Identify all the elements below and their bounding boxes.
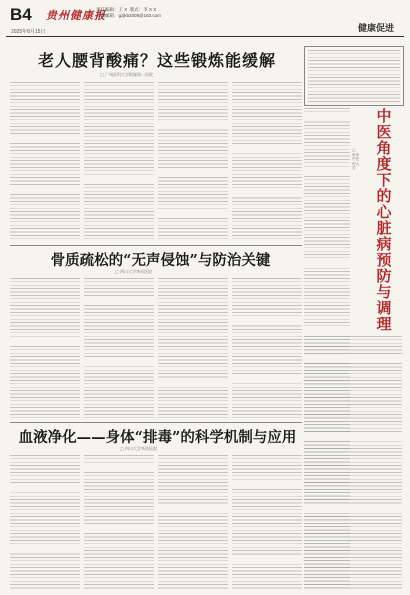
- divider: [10, 245, 302, 246]
- article-3-headline: 血液净化——身体“排毒”的科学机制与应用: [18, 429, 297, 446]
- article-3-column-3: [158, 455, 228, 590]
- article-1-column-1: [10, 82, 80, 242]
- article-1-headline: 老人腰背酸痛？这些锻炼能缓解: [37, 51, 276, 70]
- sidebar-byline: □ 贵州中医药大学: [352, 148, 360, 170]
- sidebar-intro-box: [304, 46, 404, 106]
- article-3-column-4: [232, 455, 302, 590]
- article-2-column-2: [84, 278, 154, 420]
- page-number: B4: [10, 5, 32, 24]
- article-2-headline: 骨质疏松的“无声侵蚀”与防治关键: [50, 252, 271, 269]
- header-rule: [6, 36, 404, 37]
- masthead-logo: 贵州健康报: [46, 9, 106, 22]
- article-1-column-3: [158, 82, 228, 242]
- sidebar-column-bottom: [304, 336, 402, 590]
- editor-info: 责任编辑：王 X 版式：李 X X 美编邮箱：gzjkb2008@163.com: [96, 7, 161, 18]
- article-3-column-2: [84, 455, 154, 590]
- article-2-byline: □ 四川大学华西医院: [115, 269, 153, 274]
- issue-date: 2025年8月15日: [11, 29, 46, 35]
- section-name: 健康促进: [357, 23, 394, 33]
- article-2-column-3: [158, 278, 228, 420]
- article-2-column-4: [232, 278, 302, 420]
- page-header: [6, 3, 404, 43]
- article-1-column-2: [84, 82, 154, 242]
- article-2-column-1: [10, 278, 80, 420]
- article-3-byline: □ 四川大学华西医院: [120, 446, 158, 451]
- divider: [10, 422, 302, 423]
- sidebar-vertical-title: 中 医 角 度 下 的 心 脏 病 预 防 与 调 理: [376, 107, 392, 333]
- article-3-column-1: [10, 455, 80, 590]
- article-1-column-4: [232, 82, 302, 242]
- article-1-byline: □ 广州医科大学附属第一医院: [100, 72, 154, 77]
